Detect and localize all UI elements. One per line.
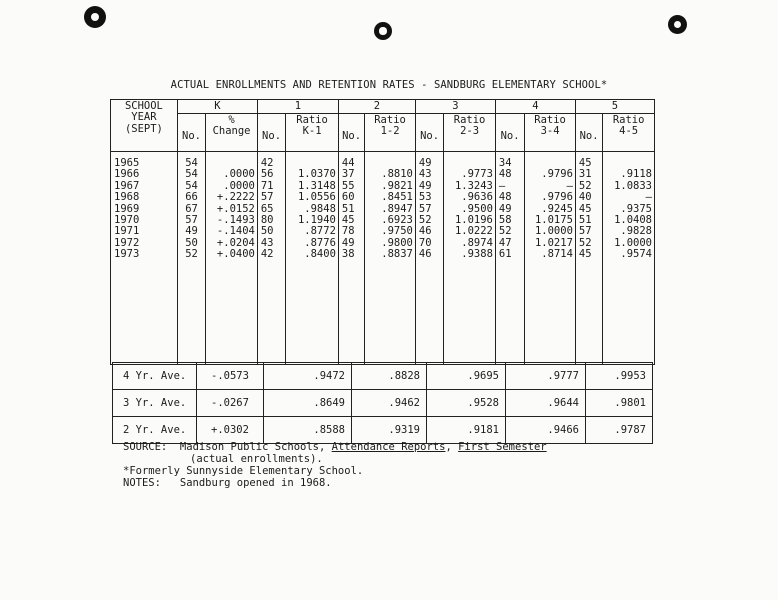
table-cell: 45 (578, 157, 592, 169)
grade-header-1: 1 (257, 100, 338, 114)
table-cell: 57 (418, 202, 432, 215)
table-cell: 78 (341, 225, 355, 238)
table-cell: 46 (418, 225, 432, 238)
table-cell: 1968 (114, 191, 140, 204)
ratio-header-2-3: Ratio 2-3 (444, 114, 496, 152)
table-cell: 45 (578, 248, 592, 261)
page-title: ACTUAL ENROLLMENTS AND RETENTION RATES - SANDBURG ELEMENTARY SCHOOL* (170, 79, 608, 91)
table-cell: .8714 (541, 248, 573, 261)
table-cell: .9636 (461, 191, 493, 204)
table-cell: 57 (260, 191, 274, 204)
table-cell: 45 (341, 213, 355, 226)
table-cell: 52 (578, 179, 592, 192)
table-cell: 54 (185, 179, 198, 192)
source-line2: (actual enrollments). (190, 453, 323, 465)
table-cell: .8772 (304, 225, 336, 238)
ratio-column (603, 152, 655, 365)
table-cell: 49 (418, 157, 432, 169)
table-cell: 1965 (114, 157, 140, 169)
average-label: 3 Yr. Ave. (113, 390, 197, 417)
count-column (575, 152, 602, 365)
table-cell: 48 (498, 168, 512, 181)
table-cell: 52 (418, 213, 432, 226)
table-cell: .9800 (381, 236, 413, 249)
average-value: .9787 (586, 417, 653, 444)
table-cell: +.2222 (216, 191, 255, 204)
data-body-row (111, 152, 655, 365)
binder-hole-right (668, 15, 687, 34)
year-column (111, 152, 178, 365)
table-cell: 43 (418, 168, 432, 181)
count-column (257, 152, 285, 365)
table-cell: 61 (498, 248, 512, 261)
table-cell: 1.0222 (454, 225, 493, 238)
school-year-header: SCHOOL YEAR (SEPT) (111, 100, 178, 152)
source-prefix: SOURCE: (123, 441, 168, 453)
table-cell: 1969 (114, 202, 140, 215)
ratio-header-4-5: Ratio 4-5 (603, 114, 655, 152)
binder-hole-center (374, 22, 392, 40)
average-label: 4 Yr. Ave. (113, 363, 197, 390)
table-cell: .8400 (304, 248, 336, 261)
table-cell: 52 (578, 236, 592, 249)
attendance-reports-ref: Attendance Reports (331, 441, 446, 453)
no-header: No. (338, 114, 364, 152)
table-cell: 65 (260, 202, 274, 215)
source-text: Madison Public Schools, (179, 441, 326, 453)
average-value: -.0267 (197, 390, 264, 417)
table-cell: 1967 (114, 179, 140, 192)
table-cell: 47 (498, 236, 512, 249)
source-note (123, 441, 547, 453)
table-cell: 42 (260, 157, 274, 169)
ratio-header-3-4: Ratio 3-4 (525, 114, 576, 152)
average-value: .9472 (264, 363, 352, 390)
table-cell: 67 (185, 202, 198, 215)
table-cell: 49 (498, 202, 512, 215)
count-column (338, 152, 364, 365)
no-header: No. (177, 114, 205, 152)
table-cell: .9848 (304, 202, 336, 215)
average-value: .9777 (506, 363, 586, 390)
table-cell: 53 (418, 191, 432, 204)
average-value: .9462 (352, 390, 427, 417)
table-cell: .9773 (461, 168, 493, 181)
no-header: No. (495, 114, 524, 152)
table-cell: .8451 (381, 191, 413, 204)
ratio-header-k-1: Ratio K-1 (286, 114, 339, 152)
grade-header-k: K (177, 100, 257, 114)
table-cell: 58 (498, 213, 512, 226)
table-cell: -.1404 (216, 225, 255, 238)
count-column (177, 152, 205, 365)
table-cell: .8947 (381, 202, 413, 215)
table-cell: 1.3148 (297, 179, 336, 192)
average-row (113, 363, 653, 390)
average-row (113, 390, 653, 417)
table-cell: 43 (260, 236, 274, 249)
table-cell: 51 (341, 202, 355, 215)
table-cell: 1.0217 (534, 236, 573, 249)
table-cell: .9118 (620, 168, 652, 181)
ratio-column (206, 152, 258, 365)
table-cell: 52 (498, 225, 512, 238)
table-cell: 49 (418, 179, 432, 192)
table-cell: 55 (341, 179, 355, 192)
table-cell: 56 (260, 168, 274, 181)
average-row (113, 417, 653, 444)
table-cell: .9388 (461, 248, 493, 261)
average-value: -.0573 (197, 363, 264, 390)
pct-change-header: % Change (206, 114, 258, 152)
table-cell: .9500 (461, 202, 493, 215)
table-cell: 50 (260, 225, 274, 238)
table-cell: .9750 (381, 225, 413, 238)
table-cell: 1.0000 (534, 225, 573, 238)
table-cell: 46 (418, 248, 432, 261)
table-cell: 1971 (114, 225, 140, 238)
table-cell: .9828 (620, 225, 652, 238)
footnote: *Formerly Sunnyside Elementary School. (123, 465, 364, 477)
table-cell: .8810 (381, 168, 413, 181)
table-cell: 60 (341, 191, 355, 204)
average-value: .8828 (352, 363, 427, 390)
table-cell: .9796 (541, 191, 573, 204)
enrollment-table (110, 99, 655, 365)
table-cell: 1.0408 (614, 213, 652, 226)
table-cell: .6923 (381, 213, 413, 226)
average-value: .9528 (427, 390, 506, 417)
table-cell: .9245 (541, 202, 573, 215)
table-cell: 31 (578, 168, 592, 181)
average-label: 2 Yr. Ave. (113, 417, 197, 444)
first-semester-ref: First Semester (458, 441, 547, 453)
average-value: .9181 (427, 417, 506, 444)
average-value: +.0302 (197, 417, 264, 444)
average-value: .9466 (506, 417, 586, 444)
table-cell: 49 (341, 236, 355, 249)
ratio-column (365, 152, 416, 365)
table-cell: 1.0000 (614, 236, 652, 249)
table-cell: +.0400 (216, 248, 255, 261)
table-cell: -.1493 (216, 213, 255, 226)
table-cell: 48 (498, 191, 512, 204)
average-value: .8588 (264, 417, 352, 444)
ratio-column (444, 152, 496, 365)
table-cell: .9796 (541, 168, 573, 181)
table-cell: .0000 (223, 179, 255, 192)
table-cell: 45 (578, 202, 592, 215)
average-value: .8649 (264, 390, 352, 417)
table-cell: +.0204 (216, 236, 255, 249)
table-cell: 1.0833 (614, 179, 652, 192)
table-cell: 38 (341, 248, 355, 261)
grade-header-4: 4 (495, 100, 575, 114)
table-cell: 40 (578, 191, 592, 204)
table-cell: 1.0556 (297, 191, 336, 204)
table-cell: 1.3243 (454, 179, 493, 192)
count-column (415, 152, 443, 365)
table-cell: 50 (185, 236, 198, 249)
table-cell: 1972 (114, 236, 140, 249)
table-cell: 54 (185, 168, 198, 181)
table-cell: 49 (185, 225, 198, 238)
table-cell: +.0152 (216, 202, 255, 215)
table-cell: – (498, 179, 506, 192)
source-separator: , (445, 441, 452, 453)
table-cell: 1.1940 (297, 213, 336, 226)
table-cell: 1973 (114, 248, 140, 261)
table-cell: 1.0370 (297, 168, 336, 181)
table-cell: – (566, 179, 573, 192)
table-cell: 51 (578, 213, 592, 226)
table-cell: 1970 (114, 213, 140, 226)
no-header: No. (415, 114, 443, 152)
table-cell: 1.0196 (454, 213, 493, 226)
table-cell: 1.0175 (534, 213, 573, 226)
table-cell: – (645, 191, 652, 204)
table-cell: 70 (418, 236, 432, 249)
count-column (495, 152, 524, 365)
table-cell: 34 (498, 157, 512, 169)
table-cell: .9574 (620, 248, 652, 261)
table-cell: 57 (578, 225, 592, 238)
table-cell: .9375 (620, 202, 652, 215)
table-cell: 80 (260, 213, 274, 226)
grade-header-5: 5 (575, 100, 654, 114)
ratio-column (286, 152, 339, 365)
grade-header-3: 3 (415, 100, 495, 114)
table-cell: .9821 (381, 179, 413, 192)
table-cell: 37 (341, 168, 355, 181)
ratio-column (525, 152, 576, 365)
grade-header-2: 2 (338, 100, 415, 114)
notes: NOTES: Sandburg opened in 1968. (123, 477, 332, 489)
table-cell: 1966 (114, 168, 140, 181)
no-header: No. (575, 114, 602, 152)
table-cell: 66 (185, 191, 198, 204)
average-value: .9953 (586, 363, 653, 390)
averages-table (112, 362, 653, 444)
average-value: .9801 (586, 390, 653, 417)
table-cell: 71 (260, 179, 274, 192)
table-cell: 54 (185, 157, 198, 169)
table-cell: 44 (341, 157, 355, 169)
no-header: No. (257, 114, 285, 152)
table-cell: .8776 (304, 236, 336, 249)
average-value: .9695 (427, 363, 506, 390)
table-cell: .0000 (223, 168, 255, 181)
binder-hole-left (84, 6, 106, 28)
table-cell: 42 (260, 248, 274, 261)
ratio-header-1-2: Ratio 1-2 (365, 114, 416, 152)
average-value: .9644 (506, 390, 586, 417)
average-value: .9319 (352, 417, 427, 444)
table-cell: .8837 (381, 248, 413, 261)
table-cell: 57 (185, 213, 198, 226)
table-cell: 52 (185, 248, 198, 261)
table-cell: .8974 (461, 236, 493, 249)
